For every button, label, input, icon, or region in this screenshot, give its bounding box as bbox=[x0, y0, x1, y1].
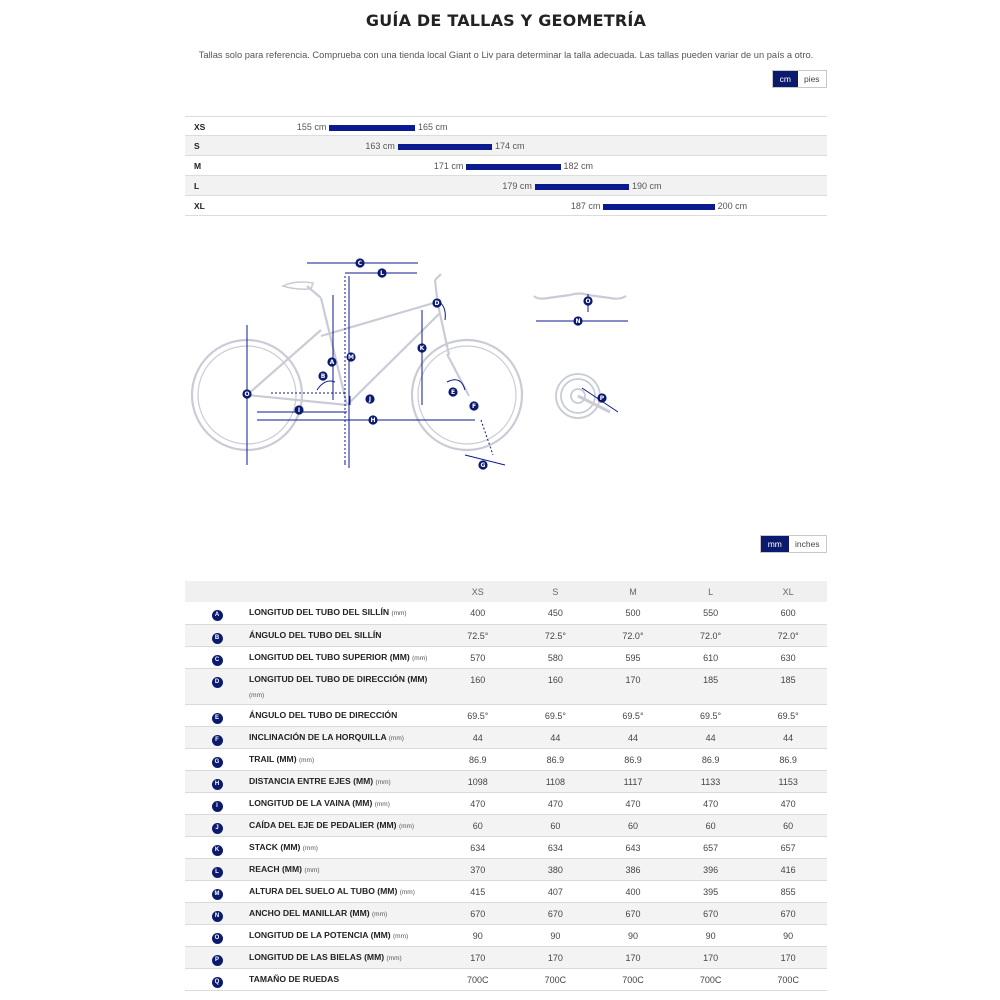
row-value-cell: 60 bbox=[594, 814, 672, 836]
range-min-label: 163 cm bbox=[365, 141, 395, 151]
size-range-row bbox=[185, 136, 827, 156]
handlebar-diagram bbox=[528, 286, 638, 336]
row-value-cell: 415 bbox=[439, 880, 517, 902]
row-value-cell: 72.0° bbox=[749, 624, 827, 646]
geometry-row bbox=[185, 624, 827, 646]
row-value-cell: 1098 bbox=[439, 770, 517, 792]
row-value-cell: 44 bbox=[672, 726, 750, 748]
measure-name-text: CAÍDA DEL EJE DE PEDALIER (MM) bbox=[249, 819, 397, 830]
row-value-cell: 470 bbox=[749, 792, 827, 814]
range-bar bbox=[466, 164, 560, 170]
row-letter-cell bbox=[185, 858, 249, 880]
geometry-table bbox=[185, 581, 827, 991]
row-letter-cell bbox=[185, 646, 249, 668]
measure-unit: (mm) bbox=[304, 866, 320, 874]
diagram-marker-letter: E bbox=[450, 389, 456, 397]
row-value-cell: 90 bbox=[749, 924, 827, 946]
row-value-cell: 86.9 bbox=[672, 748, 750, 770]
row-letter-badge: L bbox=[212, 867, 223, 878]
unit-feet-button[interactable]: pies bbox=[798, 71, 826, 87]
measure-name-text: LONGITUD DEL TUBO SUPERIOR (MM) bbox=[249, 651, 410, 662]
row-letter-badge: M bbox=[212, 889, 223, 900]
row-value-cell: 670 bbox=[594, 902, 672, 924]
measure-unit: (mm) bbox=[388, 734, 404, 742]
row-measure-name bbox=[249, 668, 439, 704]
row-value-cell: 700C bbox=[594, 968, 672, 990]
row-letter-badge: O bbox=[212, 933, 223, 944]
header-measure bbox=[249, 581, 439, 602]
row-value-cell: 670 bbox=[439, 902, 517, 924]
row-value-cell: 72.5° bbox=[439, 624, 517, 646]
row-value-cell: 370 bbox=[439, 858, 517, 880]
geometry-row bbox=[185, 726, 827, 748]
row-value-cell: 1133 bbox=[672, 770, 750, 792]
row-value-cell: 69.5° bbox=[594, 704, 672, 726]
row-measure-name bbox=[249, 646, 439, 668]
row-letter-badge: J bbox=[212, 823, 223, 834]
measure-unit: (mm) bbox=[391, 610, 407, 617]
diagram-marker-letter: D bbox=[434, 300, 440, 308]
measure-name-text: STACK (MM) bbox=[249, 841, 301, 852]
header-letter bbox=[185, 581, 249, 602]
row-letter-badge: H bbox=[212, 779, 223, 790]
row-value-cell: 570 bbox=[439, 646, 517, 668]
measure-unit: (mm) bbox=[302, 844, 318, 852]
row-value-cell: 610 bbox=[672, 646, 750, 668]
row-value-cell: 86.9 bbox=[749, 748, 827, 770]
measure-unit: (mm) bbox=[249, 691, 265, 699]
row-value-cell: 185 bbox=[749, 668, 827, 704]
measure-unit: (mm) bbox=[398, 822, 415, 830]
geometry-row bbox=[185, 792, 827, 814]
diagram-marker-letter: O bbox=[244, 391, 250, 399]
row-value-cell: 670 bbox=[517, 902, 595, 924]
row-measure-name bbox=[249, 704, 439, 726]
row-letter-cell bbox=[185, 946, 249, 968]
row-letter-cell bbox=[185, 704, 249, 726]
measure-name-text: ÁNGULO DEL TUBO DEL SILLÍN bbox=[249, 629, 382, 640]
row-value-cell: 634 bbox=[517, 836, 595, 858]
row-value-cell: 90 bbox=[594, 924, 672, 946]
range-min-label: 171 cm bbox=[433, 161, 464, 171]
row-value-cell: 855 bbox=[749, 880, 827, 902]
range-min-label: 155 cm bbox=[296, 122, 327, 132]
row-value-cell: 643 bbox=[594, 836, 672, 858]
row-measure-name bbox=[249, 924, 439, 946]
geometry-header-row bbox=[185, 581, 827, 602]
row-value-cell: 69.5° bbox=[749, 704, 827, 726]
row-value-cell: 400 bbox=[439, 602, 517, 624]
range-bar bbox=[603, 204, 714, 210]
row-value-cell: 60 bbox=[672, 814, 750, 836]
row-value-cell: 86.9 bbox=[517, 748, 595, 770]
row-letter-badge: A bbox=[212, 610, 223, 621]
row-letter-cell bbox=[185, 968, 249, 990]
row-measure-name bbox=[249, 624, 439, 646]
row-letter-badge: Q bbox=[212, 977, 223, 988]
range-bar bbox=[398, 144, 492, 150]
measure-name-text: ANCHO DEL MANILLAR (MM) bbox=[249, 907, 370, 918]
size-label: XS bbox=[194, 122, 206, 132]
geometry-row bbox=[185, 880, 827, 902]
diagram-marker-letter: C bbox=[357, 260, 363, 268]
row-value-cell: 69.5° bbox=[672, 704, 750, 726]
measure-name-text: REACH (MM) bbox=[249, 863, 302, 874]
measure-name-text: LONGITUD DEL TUBO DEL SILLÍN bbox=[249, 607, 390, 617]
measure-name-text: DISTANCIA ENTRE EJES (MM) bbox=[249, 775, 374, 786]
geometry-row bbox=[185, 646, 827, 668]
header-size: S bbox=[517, 581, 595, 602]
geometry-row bbox=[185, 902, 827, 924]
row-value-cell: 386 bbox=[594, 858, 672, 880]
row-value-cell: 170 bbox=[517, 946, 595, 968]
measure-name-text: LONGITUD DEL TUBO DE DIRECCIÓN (MM) bbox=[249, 673, 428, 684]
row-value-cell: 44 bbox=[749, 726, 827, 748]
diagram-marker-letter: B bbox=[320, 373, 326, 381]
row-value-cell: 657 bbox=[672, 836, 750, 858]
row-value-cell: 44 bbox=[517, 726, 595, 748]
row-value-cell: 1117 bbox=[594, 770, 672, 792]
row-value-cell: 90 bbox=[672, 924, 750, 946]
diagram-marker-letter: K bbox=[419, 345, 425, 353]
diagram-marker-letter: L bbox=[380, 270, 384, 278]
geometry-row bbox=[185, 814, 827, 836]
size-range-row bbox=[185, 176, 827, 196]
row-value-cell: 160 bbox=[439, 668, 517, 704]
geometry-row bbox=[185, 668, 827, 704]
diagram-marker-letter: H bbox=[370, 417, 376, 425]
row-value-cell: 170 bbox=[594, 668, 672, 704]
header-size: XS bbox=[439, 581, 517, 602]
size-range-row bbox=[185, 116, 827, 136]
row-measure-name bbox=[249, 880, 439, 902]
row-value-cell: 580 bbox=[517, 646, 595, 668]
crank-diagram bbox=[552, 368, 632, 428]
row-value-cell: 90 bbox=[439, 924, 517, 946]
row-value-cell: 600 bbox=[749, 602, 827, 624]
unit-toggle bbox=[772, 70, 827, 88]
geometry-row bbox=[185, 704, 827, 726]
measure-name-text: LONGITUD DE LA VAINA (MM) bbox=[249, 797, 373, 808]
geometry-row bbox=[185, 924, 827, 946]
row-value-cell: 69.5° bbox=[439, 704, 517, 726]
row-value-cell: 86.9 bbox=[439, 748, 517, 770]
row-letter-badge: E bbox=[212, 713, 223, 724]
row-measure-name bbox=[249, 814, 439, 836]
row-value-cell: 657 bbox=[749, 836, 827, 858]
row-letter-badge: D bbox=[212, 677, 223, 688]
row-measure-name bbox=[249, 748, 439, 770]
geometry-row bbox=[185, 836, 827, 858]
measure-unit: (mm) bbox=[412, 654, 428, 662]
row-value-cell: 72.0° bbox=[594, 624, 672, 646]
diagram-marker-letter: P bbox=[599, 395, 605, 403]
geometry-row bbox=[185, 946, 827, 968]
row-letter-badge: C bbox=[212, 655, 223, 666]
row-letter-cell bbox=[185, 668, 249, 704]
row-value-cell: 395 bbox=[672, 880, 750, 902]
row-value-cell: 470 bbox=[517, 792, 595, 814]
row-value-cell: 670 bbox=[672, 902, 750, 924]
diagram-marker-letter: J bbox=[368, 396, 372, 404]
range-bar bbox=[535, 184, 629, 190]
row-value-cell: 86.9 bbox=[594, 748, 672, 770]
row-value-cell: 72.5° bbox=[517, 624, 595, 646]
row-value-cell: 700C bbox=[749, 968, 827, 990]
row-value-cell: 595 bbox=[594, 646, 672, 668]
unit-cm-button[interactable]: cm bbox=[773, 71, 798, 87]
row-measure-name bbox=[249, 968, 439, 990]
row-measure-name bbox=[249, 858, 439, 880]
header-size: M bbox=[594, 581, 672, 602]
page-subtitle: Tallas solo para referencia. Comprueba con una tienda local Giant o Liv para determinar la talla adecuada. Las tallas pueden variar de un país a otro. bbox=[198, 50, 814, 60]
row-measure-name bbox=[249, 902, 439, 924]
row-value-cell: 396 bbox=[672, 858, 750, 880]
row-value-cell: 90 bbox=[517, 924, 595, 946]
row-letter-badge: B bbox=[212, 633, 223, 644]
measure-name-text: LONGITUD DE LAS BIELAS (MM) bbox=[249, 951, 385, 962]
geometry-row bbox=[185, 968, 827, 990]
geometry-row bbox=[185, 602, 827, 624]
measure-name-text: ALTURA DEL SUELO AL TUBO (MM) bbox=[249, 885, 398, 896]
row-value-cell: 60 bbox=[749, 814, 827, 836]
row-letter-cell bbox=[185, 924, 249, 946]
bike-geometry-diagram bbox=[185, 250, 545, 480]
row-letter-cell bbox=[185, 814, 249, 836]
row-value-cell: 407 bbox=[517, 880, 595, 902]
size-range-chart bbox=[185, 116, 827, 216]
measure-unit: (mm) bbox=[375, 778, 391, 786]
row-value-cell: 500 bbox=[594, 602, 672, 624]
row-value-cell: 470 bbox=[672, 792, 750, 814]
measure-unit: (mm) bbox=[393, 932, 409, 940]
measure-unit: (mm) bbox=[386, 954, 402, 962]
measure-unit: (mm) bbox=[372, 910, 388, 918]
row-value-cell: 170 bbox=[672, 946, 750, 968]
unit-mm-button[interactable]: mm bbox=[761, 536, 789, 552]
measure-name-text: ÁNGULO DEL TUBO DE DIRECCIÓN bbox=[249, 709, 398, 720]
row-value-cell: 170 bbox=[749, 946, 827, 968]
row-letter-badge: P bbox=[212, 955, 223, 966]
unit-inches-button[interactable]: inches bbox=[789, 536, 826, 552]
size-label: M bbox=[194, 161, 202, 171]
diagram-marker-letter: I bbox=[297, 407, 301, 415]
header-size: L bbox=[672, 581, 750, 602]
page-title: GUÍA DE TALLAS Y GEOMETRÍA bbox=[365, 11, 647, 30]
measure-unit: (mm) bbox=[399, 888, 415, 896]
measure-name-text: TRAIL (MM) bbox=[249, 753, 297, 764]
range-max-label: 165 cm bbox=[418, 122, 448, 132]
size-label: S bbox=[194, 141, 200, 151]
row-value-cell: 470 bbox=[439, 792, 517, 814]
row-value-cell: 44 bbox=[439, 726, 517, 748]
row-value-cell: 72.0° bbox=[672, 624, 750, 646]
row-letter-cell bbox=[185, 748, 249, 770]
measure-unit: (mm) bbox=[298, 756, 315, 764]
row-value-cell: 416 bbox=[749, 858, 827, 880]
range-max-label: 174 cm bbox=[495, 141, 525, 151]
row-value-cell: 470 bbox=[594, 792, 672, 814]
geometry-row bbox=[185, 748, 827, 770]
row-value-cell: 550 bbox=[672, 602, 750, 624]
size-label: L bbox=[194, 181, 200, 191]
range-min-label: 187 cm bbox=[570, 201, 601, 211]
diagram-marker-letter: M bbox=[348, 354, 354, 362]
measurement-unit-toggle bbox=[760, 535, 827, 553]
row-value-cell: 185 bbox=[672, 668, 750, 704]
size-label: XL bbox=[194, 201, 205, 211]
range-bar bbox=[329, 125, 415, 131]
row-value-cell: 69.5° bbox=[517, 704, 595, 726]
row-value-cell: 450 bbox=[517, 602, 595, 624]
size-range-row bbox=[185, 156, 827, 176]
diagram-marker-letter: F bbox=[471, 403, 477, 411]
diagram-marker-letter: N bbox=[575, 318, 581, 326]
row-measure-name bbox=[249, 770, 439, 792]
row-value-cell: 700C bbox=[672, 968, 750, 990]
row-letter-badge: K bbox=[212, 845, 223, 856]
row-measure-name bbox=[249, 836, 439, 858]
header-size: XL bbox=[749, 581, 827, 602]
row-letter-cell bbox=[185, 792, 249, 814]
row-value-cell: 630 bbox=[749, 646, 827, 668]
row-value-cell: 380 bbox=[517, 858, 595, 880]
row-value-cell: 170 bbox=[439, 946, 517, 968]
row-letter-badge: I bbox=[212, 801, 223, 812]
range-max-label: 190 cm bbox=[632, 181, 662, 191]
row-letter-cell bbox=[185, 880, 249, 902]
diagram-marker-letter: G bbox=[480, 462, 486, 470]
row-letter-cell bbox=[185, 836, 249, 858]
row-measure-name bbox=[249, 726, 439, 748]
row-value-cell: 1153 bbox=[749, 770, 827, 792]
row-value-cell: 700C bbox=[439, 968, 517, 990]
row-value-cell: 700C bbox=[517, 968, 595, 990]
row-letter-cell bbox=[185, 624, 249, 646]
row-letter-cell bbox=[185, 602, 249, 624]
measure-name-text: TAMAÑO DE RUEDAS bbox=[249, 973, 340, 984]
row-value-cell: 400 bbox=[594, 880, 672, 902]
geometry-row bbox=[185, 770, 827, 792]
row-letter-cell bbox=[185, 770, 249, 792]
row-measure-name bbox=[249, 792, 439, 814]
row-value-cell: 160 bbox=[517, 668, 595, 704]
row-letter-cell bbox=[185, 902, 249, 924]
row-letter-cell bbox=[185, 726, 249, 748]
row-measure-name bbox=[249, 946, 439, 968]
row-value-cell: 634 bbox=[439, 836, 517, 858]
measure-name-text: INCLINACIÓN DE LA HORQUILLA bbox=[249, 731, 387, 742]
geometry-row bbox=[185, 858, 827, 880]
row-letter-badge: F bbox=[212, 735, 223, 746]
row-letter-badge: G bbox=[212, 757, 223, 768]
diagram-marker-letter: A bbox=[329, 359, 335, 367]
range-max-label: 182 cm bbox=[563, 161, 594, 171]
range-min-label: 179 cm bbox=[502, 181, 532, 191]
row-value-cell: 1108 bbox=[517, 770, 595, 792]
size-range-row bbox=[185, 196, 827, 216]
row-measure-name bbox=[249, 602, 439, 624]
measure-unit: (mm) bbox=[374, 800, 390, 808]
measure-name-text: LONGITUD DE LA POTENCIA (MM) bbox=[249, 929, 391, 940]
row-value-cell: 670 bbox=[749, 902, 827, 924]
row-value-cell: 170 bbox=[594, 946, 672, 968]
row-value-cell: 60 bbox=[517, 814, 595, 836]
row-value-cell: 60 bbox=[439, 814, 517, 836]
row-value-cell: 44 bbox=[594, 726, 672, 748]
diagram-marker-letter: O bbox=[585, 298, 591, 306]
range-max-label: 200 cm bbox=[717, 201, 748, 211]
front-wheel bbox=[412, 340, 522, 450]
row-letter-badge: N bbox=[212, 911, 223, 922]
